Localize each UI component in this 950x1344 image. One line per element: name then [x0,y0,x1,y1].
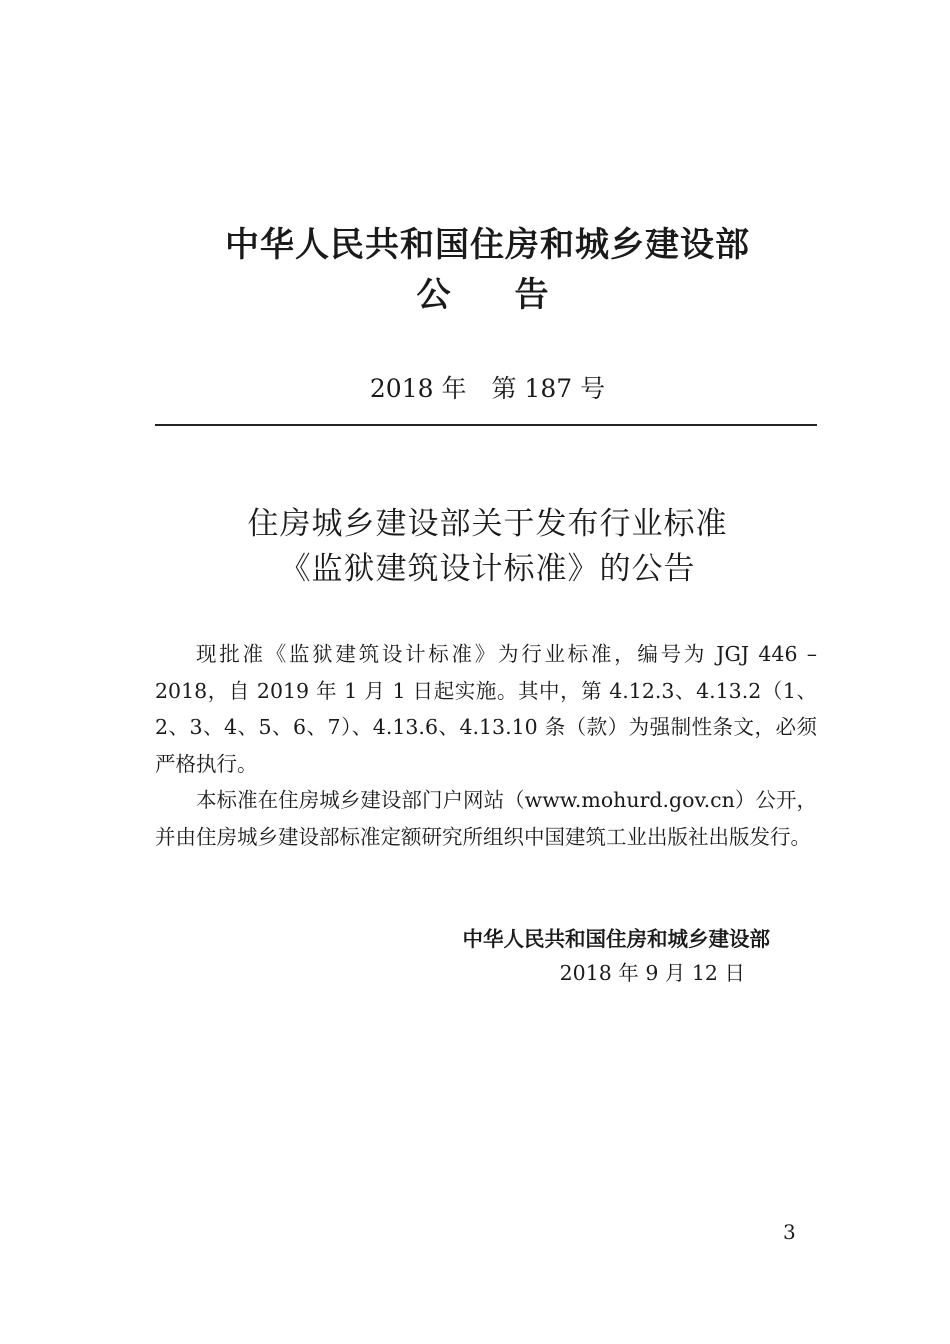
header-divider [155,424,817,426]
document-number: 2018 年 第 187 号 [369,374,606,403]
signature-organization: 中华人民共和国住房和城乡建设部 [462,927,770,951]
notice-heading: 公告 [416,275,613,315]
body-paragraph-1: 现批准《监狱建筑设计标准》为行业标准，编号为 JGJ 446 – 2018，自 2019 年 1 月 1 日起实施。其中，第 4.12.3、4.13.2（1、2、3、4、5、6、7）、4.13.6、4.13.10 条（款）为强制性条文，必须严格执行。 [155,642,817,776]
issuer-heading: 中华人民共和国住房和城乡建设部 [225,225,750,265]
signature-date: 2018 年 9 月 12 日 [559,961,745,985]
body-paragraph-2: 本标准在住房城乡建设部门户网站（www.mohurd.gov.cn）公开，并由住房城乡建设部标准定额研究所组织中国建筑工业出版社出版发行。 [155,788,817,849]
document-body [155,636,817,855]
document-title-line-2: 《监狱建筑设计标准》的公告 [279,551,696,587]
document-title-line-1: 住房城乡建设部关于发布行业标准 [247,506,728,542]
page-number: 3 [783,1220,796,1244]
document-title [0,502,950,592]
